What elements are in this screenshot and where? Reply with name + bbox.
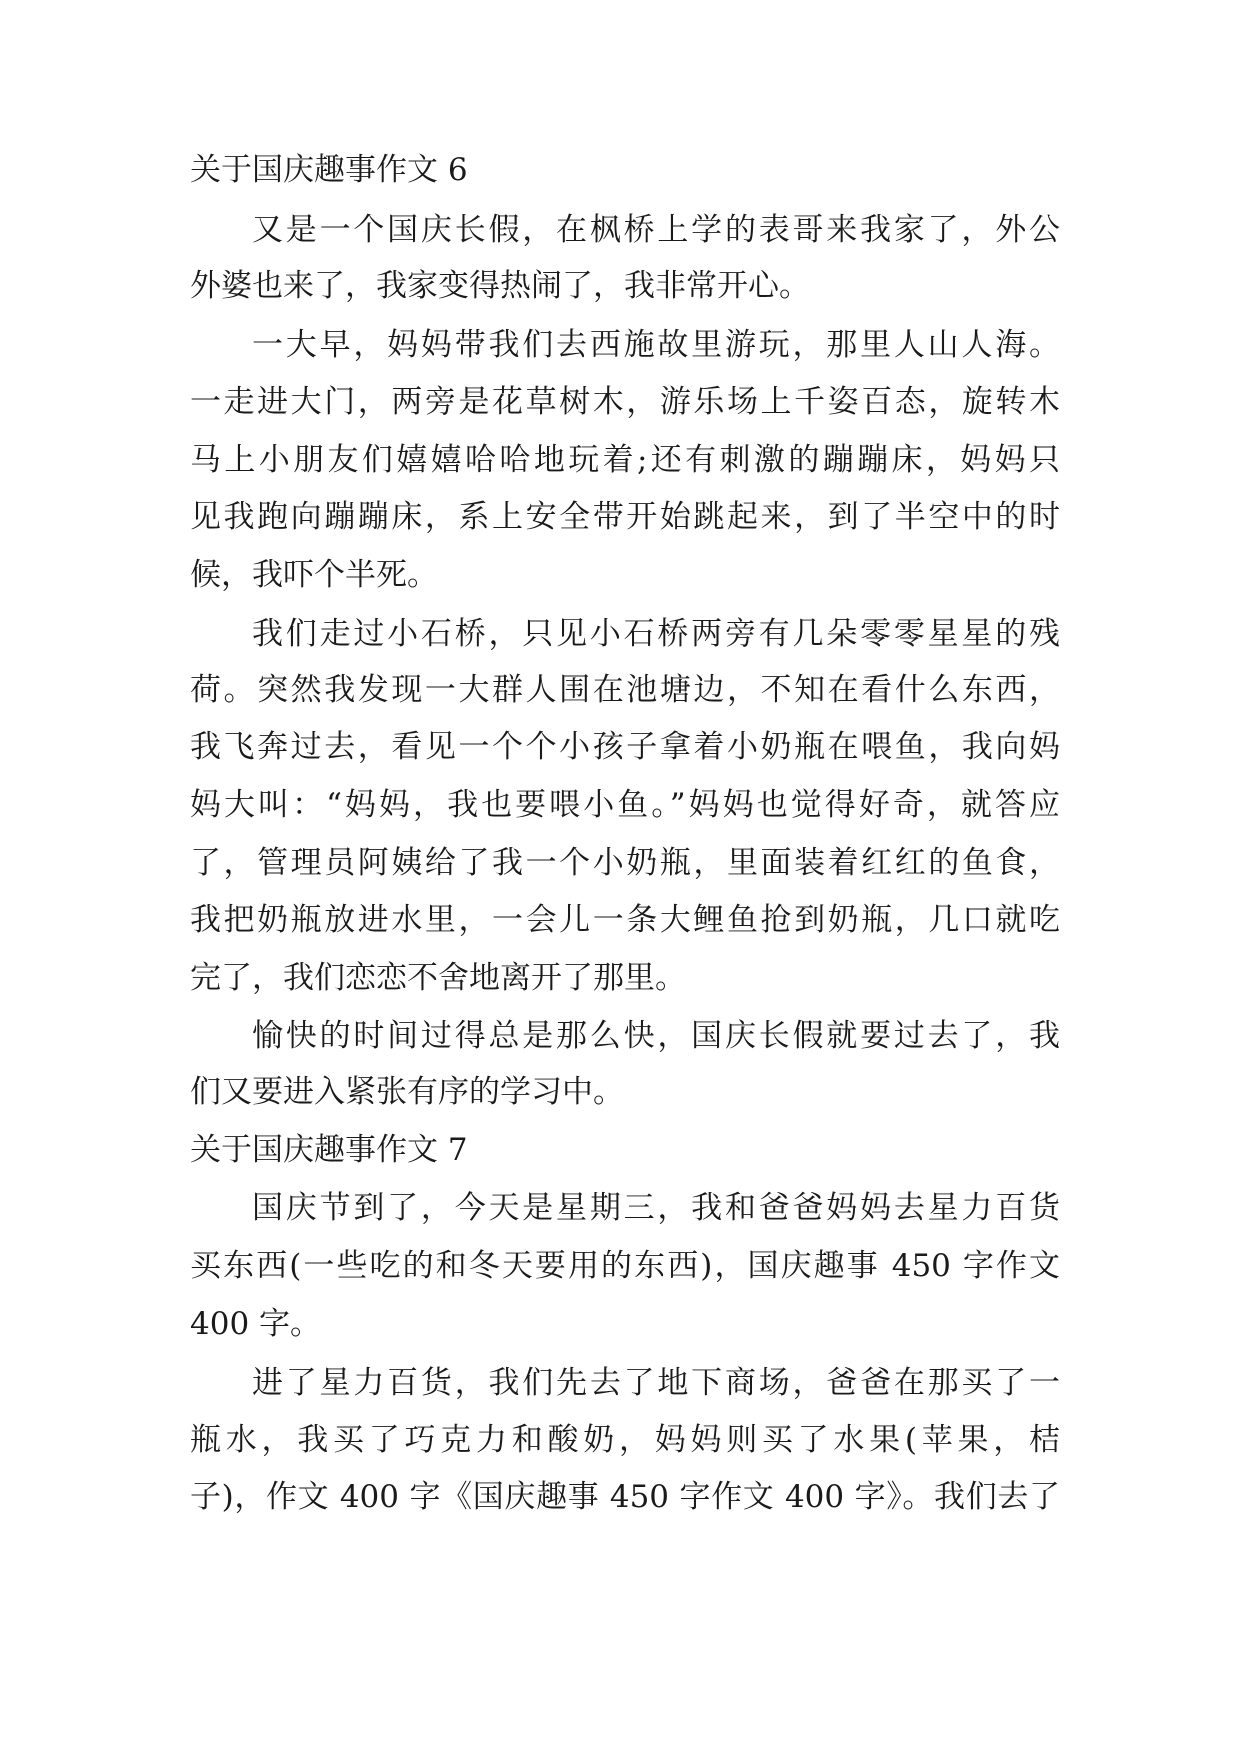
- paragraph-line: 马上小朋友们嬉嬉哈哈地玩着;还有刺激的蹦蹦床，妈妈只: [190, 442, 1060, 478]
- paragraph-line: 愉快的时间过得总是那么快，国庆长假就要过去了，我: [252, 1018, 1060, 1054]
- paragraph-line: 我飞奔过去，看见一个个小孩子拿着小奶瓶在喂鱼，我向妈: [190, 729, 1060, 765]
- paragraph-line: 又是一个国庆长假，在枫桥上学的表哥来我家了，外公: [252, 212, 1060, 248]
- paragraph-line: 进了星力百货，我们先去了地下商场，爸爸在那买了一: [252, 1365, 1060, 1401]
- paragraph-line: 见我跑向蹦蹦床，系上安全带开始跳起来，到了半空中的时: [190, 499, 1060, 535]
- section-heading: 关于国庆趣事作文 7: [190, 1132, 468, 1168]
- paragraph-line: 外婆也来了，我家变得热闹了，我非常开心。: [190, 268, 810, 304]
- paragraph-line: 完了，我们恋恋不舍地离开了那里。: [190, 960, 686, 996]
- paragraph-line: 一大早，妈妈带我们去西施故里游玩，那里人山人海。: [252, 327, 1060, 363]
- paragraph-line: 了，管理员阿姨给了我一个小奶瓶，里面装着红红的鱼食，: [190, 845, 1060, 881]
- paragraph-line: 荷。突然我发现一大群人围在池塘边，不知在看什么东西，: [190, 672, 1060, 708]
- paragraph-line: 们又要进入紧张有序的学习中。: [190, 1074, 624, 1110]
- paragraph-line: 瓶水，我买了巧克力和酸奶，妈妈则买了水果(苹果，桔: [190, 1422, 1060, 1458]
- paragraph-line: 400 字。: [190, 1306, 322, 1342]
- paragraph-line: 买东西(一些吃的和冬天要用的东西)，国庆趣事 450 字作文: [190, 1248, 1060, 1284]
- section-heading: 关于国庆趣事作文 6: [190, 152, 468, 188]
- paragraph-line: 国庆节到了，今天是星期三，我和爸爸妈妈去星力百货: [252, 1190, 1060, 1226]
- paragraph-line: 候，我吓个半死。: [190, 557, 438, 593]
- paragraph-line: 子)，作文 400 字《国庆趣事 450 字作文 400 字》。我们去了: [190, 1479, 1060, 1515]
- paragraph-line: 我把奶瓶放进水里，一会儿一条大鲤鱼抢到奶瓶，几口就吃: [190, 902, 1060, 938]
- paragraph-line: 一走进大门，两旁是花草树木，游乐场上千姿百态，旋转木: [190, 384, 1060, 420]
- paragraph-line: 妈大叫：“妈妈，我也要喂小鱼。”妈妈也觉得好奇，就答应: [190, 787, 1060, 823]
- paragraph-line: 我们走过小石桥，只见小石桥两旁有几朵零零星星的残: [252, 616, 1060, 652]
